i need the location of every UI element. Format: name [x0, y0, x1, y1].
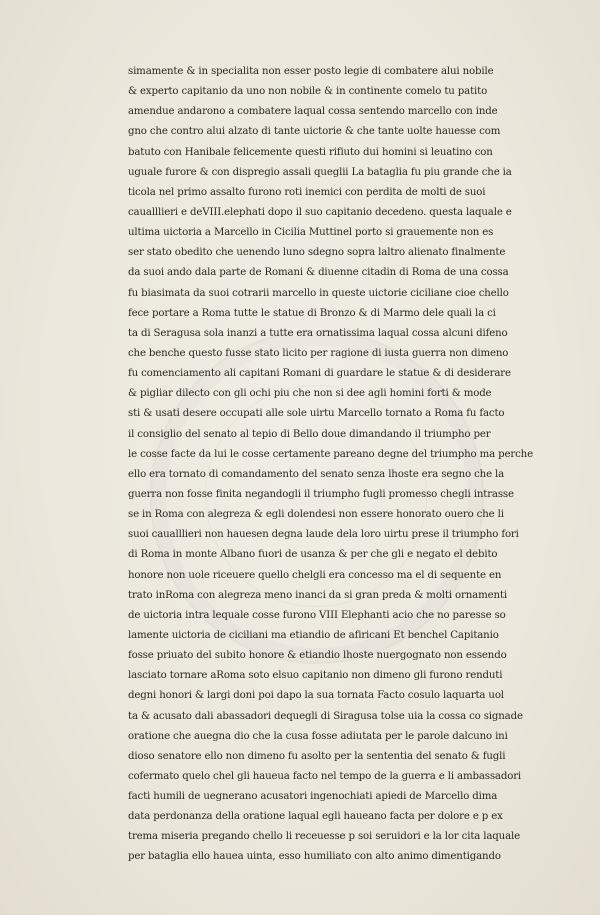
text-line-4: gno che contro alui alzato di tante uictorie & che tante uolte hauesse com — [128, 126, 501, 138]
text-line-13: fece portare a Roma tutte le statue di Bronzo & di Marmo dele quali la ci — [128, 307, 496, 319]
text-line-7: ticola nel primo assalto furono roti inemici con perdita de molti de suoi — [128, 186, 486, 198]
text-line-9: ultima uictoria a Marcello in Cicilia Muttinel porto si grauemente non es — [128, 227, 494, 239]
text-line-20: le cosse facte da lui le cosse certamente pareano degne del triumpho ma perche — [128, 448, 533, 460]
text-line-29: lamente uictoria de ciciliani ma etiandio de afiricani Et benchel Capitanio — [128, 629, 499, 641]
text-line-25: di Roma in monte Albano fuori de usanza & per che gli e negato el debito — [128, 549, 498, 561]
text-line-2: & experto capitanio da uno non nobile & in continente comelo tu patito — [128, 86, 488, 98]
text-line-33: ta & acusato dali abassadori dequegli di Siragusa tolse uia la cossa co signade — [128, 710, 523, 722]
text-line-12: fu biasimata da suoi cotrarii marcello in queste uictorie ciciliane cioe chello — [128, 287, 509, 299]
text-line-34: oratione che auegna dio che la cusa fosse adiutata per le parole dalcuno ini — [128, 730, 508, 742]
text-line-8: caualllieri e deVIII.elephati dopo il suo capitanio decedeno. questa laquale e — [128, 206, 512, 218]
text-line-27: trato inRoma con alegreza meno inanci da si gran preda & molti ornamenti — [128, 589, 507, 601]
text-line-32: degni honori & largi doni poi dapo la sua tornata Facto cosulo laquarta uol — [128, 690, 504, 702]
text-line-36: cofermato quelo chel gli haueua facto nel tempo de la guerra e li ambassadori — [128, 770, 522, 782]
text-line-5: batuto con Hanibale felicemente questi rifiuto dui homini si leuatino con — [128, 146, 493, 158]
text-line-17: & pigliar dilecto con gli ochi piu che non si dee agli homini forti & mode — [128, 388, 492, 400]
text-line-6: uguale furore & con dispregio assali queglii La bataglia fu piu grande che ia — [128, 166, 512, 178]
text-line-26: honore non uole riceuere quello chelgli era concesso ma el di sequente en — [128, 569, 502, 581]
text-line-10: ser stato obedito che uenendo luno sdegno sopra laltro alienato finalmente — [128, 247, 506, 259]
text-line-22: guerra non fosse finita negandogli il triumpho fugli promesso chegli intrasse — [128, 488, 514, 500]
text-line-15: che benche questo fusse stato licito per ragione di iusta guerra non dimeno — [128, 347, 509, 359]
text-line-37: facti humili de uegnerano acusatori ingenochiati apiedi de Marcello dima — [128, 791, 498, 803]
text-line-1: simamente & in specialita non esser posto legie di combatere alui nobile — [128, 66, 494, 77]
text-line-24: suoi caualllieri non hauesen degna laude dela loro uirtu prese il triumpho fori — [128, 529, 519, 541]
text-line-38: data perdonanza della oratione laqual egli haueano facta per dolore e p ex — [128, 811, 503, 823]
text-line-39: trema miseria pregando chello li receuesse p soi seruidori e la lor cita laquale — [128, 831, 521, 843]
text-line-21: ello era tornato di comandamento del senato senza lhoste era segno che la — [128, 468, 505, 480]
text-line-40: per bataglia ello hauea uinta, esso humiliato con alto animo dimentigando — [128, 851, 501, 863]
text-line-14: ta di Seragusa sola inanzi a tutte era ornatissima laqual cossa alcuni difeno — [128, 327, 508, 339]
text-line-11: da suoi ando dala parte de Romani & diuenne citadin di Roma de una cossa — [128, 267, 509, 279]
text-line-23: se in Roma con alegreza & egli dolendesi non essere honorato ouero che li — [128, 509, 504, 521]
text-line-19: il consiglio del senato al tepio di Bello doue dimandando il triumpho per — [128, 428, 491, 440]
text-line-31: lasciato tornare aRoma soto elsuo capitanio non dimeno gli furono renduti — [128, 670, 503, 682]
text-line-18: sti & usati desere occupati alle sole uirtu Marcello tornato a Roma fu facto — [128, 408, 505, 420]
text-line-28: de uictoria intra lequale cosse furono VIII Elephanti acio che no paresse so — [128, 609, 506, 621]
text-line-16: fu comenciamento ali capitani Romani di guardare le statue & di desiderare — [128, 368, 511, 380]
text-column — [128, 62, 548, 868]
text-line-35: dioso senatore ello non dimeno fu asolto per la sententia del senato & fugli — [128, 750, 506, 762]
text-line-3: amendue andarono a combatere laqual cossa sentendo marcello con inde — [128, 106, 498, 118]
text-line-30: fosse priuato del subito honore & etiandio lhoste nuergognato non essendo — [128, 650, 507, 662]
